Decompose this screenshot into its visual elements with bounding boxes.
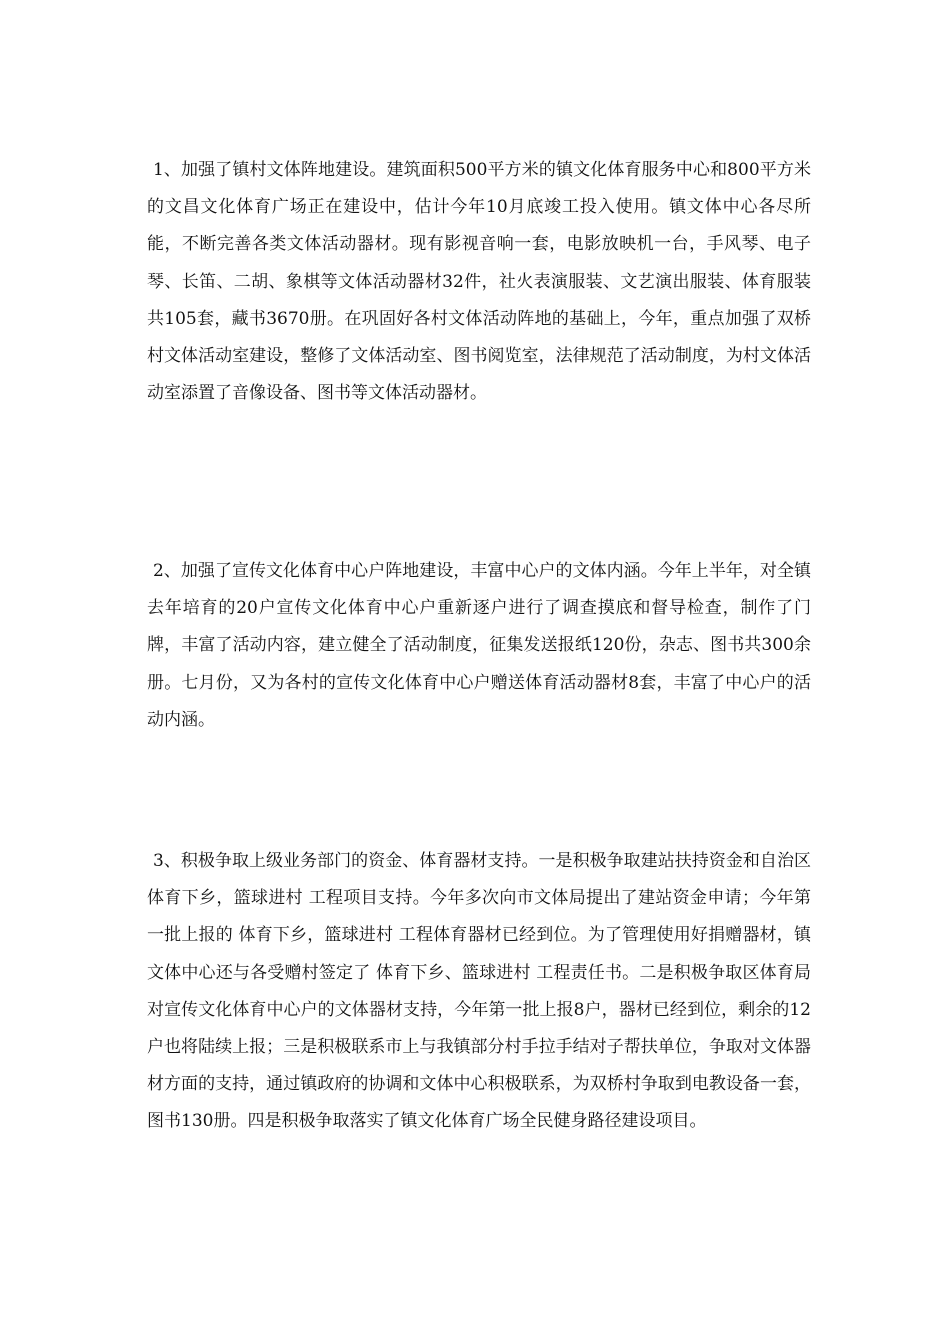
paragraph-3: 3、积极争取上级业务部门的资金、体育器材支持。一是积极争取建站扶持资金和自治区 体育下乡，篮球进村 工程项目支持。今年多次向市文体局提出了建站资金申请；今年第一批上报的 体育下乡，篮球进村 工程体育器材已经到位。为了管理使用好捐赠器材，镇文体中心还与各受赠村签定了 体育下乡、篮球进村 工程责任书。二是积极争取区体育局对宣传文化体育中心户的文体器材支持，今年第一批上报8户，器材已经到位，剩余的12户也将陆续上报；三是积极联系市上与我镇部分村手拉手结对子帮扶单位，争取对文体器材方面的支持，通过镇政府的协调和文体中心积极联系，为双桥村争取到电教设备一套，图书130册。四是积极争取落实了镇文化体育广场全民健身路径建设项目。 (147, 851, 811, 1132)
paragraph-2: 2、加强了宣传文化体育中心户阵地建设，丰富中心户的文体内涵。今年上半年，对全镇去年培育的20户宣传文化体育中心户重新逐户进行了调查摸底和督导检查，制作了门牌，丰富了活动内容，建立健全了活动制度，征集发送报纸120份，杂志、图书共300余册。七月份，又为各村的宣传文化体育中心户赠送体育活动器材8套，丰富了中心户的活动内涵。 (147, 561, 811, 730)
paragraph-1: 1、加强了镇村文体阵地建设。建筑面积500平方米的镇文化体育服务中心和800平方米的文昌文化体育广场正在建设中，估计今年10月底竣工投入使用。镇文体中心各尽所能，不断完善各类文体活动器材。现有影视音响一套，电影放映机一台，手风琴、电子琴、长笛、二胡、象棋等文体活动器材32件，社火表演服装、文艺演出服装、体育服装共105套，藏书3670册。在巩固好各村文体活动阵地的基础上，今年，重点加强了双桥村文体活动室建设，整修了文体活动室、图书阅览室，法律规范了活动制度，为村文体活动室添置了音像设备、图书等文体活动器材。 (147, 160, 811, 404)
